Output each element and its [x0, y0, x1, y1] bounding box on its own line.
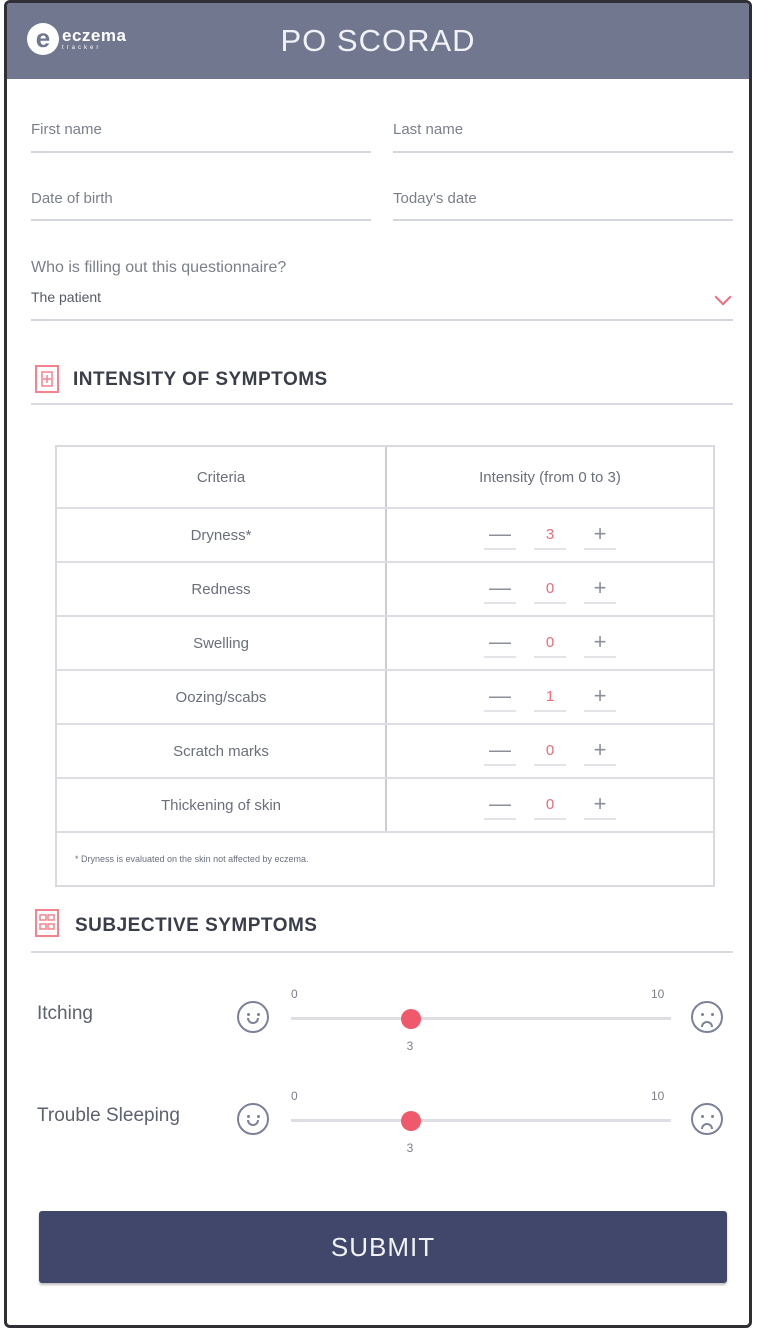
intensity-cell	[387, 671, 713, 723]
slider-max-label: 10	[651, 987, 665, 1001]
who-select-value: The patient	[31, 289, 102, 305]
grid-icon	[35, 909, 59, 937]
sad-face-icon	[691, 1103, 723, 1135]
intensity-value[interactable]: 0	[534, 574, 566, 604]
table-row	[57, 779, 713, 833]
logo-text: eczema	[62, 25, 127, 45]
intensity-value[interactable]: 0	[534, 790, 566, 820]
decrement-button[interactable]: —	[484, 736, 516, 766]
table-row	[57, 563, 713, 617]
increment-button[interactable]: +	[584, 628, 616, 658]
first-name-label: First name	[31, 121, 102, 138]
increment-button[interactable]: +	[584, 520, 616, 550]
intensity-cell	[387, 563, 713, 615]
app-header	[7, 3, 749, 79]
todays-date-field[interactable]	[393, 185, 733, 221]
chevron-down-icon	[715, 289, 732, 306]
intensity-stepper	[484, 520, 616, 550]
trouble-sleeping-slider-thumb[interactable]	[401, 1111, 421, 1131]
first-name-field[interactable]	[31, 115, 371, 153]
last-name-label: Last name	[393, 121, 464, 138]
trouble-sleeping-slider-track[interactable]	[291, 1119, 671, 1122]
sad-face-icon	[691, 1001, 723, 1033]
intensity-column-header: Intensity (from 0 to 3)	[479, 468, 621, 486]
trouble-sleeping-label: Trouble Sleeping	[37, 1105, 180, 1126]
happy-face-icon	[237, 1103, 269, 1135]
todays-date-label: Today's date	[393, 190, 477, 207]
table-header-row	[57, 447, 713, 509]
submit-button[interactable]: SUBMIT	[39, 1211, 727, 1283]
intensity-value[interactable]: 0	[534, 628, 566, 658]
itching-slider-track[interactable]	[291, 1017, 671, 1020]
itching-slider-thumb[interactable]	[401, 1009, 421, 1029]
increment-button[interactable]: +	[584, 736, 616, 766]
intensity-value[interactable]: 1	[534, 682, 566, 712]
decrement-button[interactable]: —	[484, 682, 516, 712]
criteria-cell: Oozing/scabs	[57, 671, 387, 723]
slider-max-label: 10	[651, 1089, 665, 1103]
table-footnote: * Dryness is evaluated on the skin not affected by eczema.	[75, 854, 309, 864]
app-frame	[4, 0, 752, 1328]
criteria-cell: Scratch marks	[57, 725, 387, 777]
table-row	[57, 617, 713, 671]
itching-label: Itching	[37, 1003, 93, 1024]
slider-min-label: 0	[291, 1089, 298, 1103]
table-row	[57, 509, 713, 563]
slider-min-label: 0	[291, 987, 298, 1001]
intensity-stepper	[484, 790, 616, 820]
increment-button[interactable]: +	[584, 682, 616, 712]
date-of-birth-label: Date of birth	[31, 190, 113, 207]
decrement-button[interactable]: —	[484, 790, 516, 820]
clipboard-icon	[35, 365, 59, 393]
section-divider	[31, 403, 733, 405]
subjective-section-title: SUBJECTIVE SYMPTOMS	[75, 915, 318, 936]
increment-button[interactable]: +	[584, 574, 616, 604]
trouble-sleeping-slider-value: 3	[406, 1141, 414, 1155]
intensity-value[interactable]: 0	[534, 736, 566, 766]
criteria-cell: Dryness*	[57, 509, 387, 561]
intensity-cell	[387, 509, 713, 561]
table-row	[57, 671, 713, 725]
page-title: PO SCORAD	[280, 23, 476, 58]
who-select-label: Who is filling out this questionnaire?	[31, 259, 287, 276]
intensity-stepper	[484, 628, 616, 658]
decrement-button[interactable]: —	[484, 520, 516, 550]
table-row	[57, 725, 713, 779]
intensity-cell	[387, 617, 713, 669]
intensity-table	[55, 445, 715, 887]
last-name-field[interactable]	[393, 115, 733, 153]
criteria-cell: Redness	[57, 563, 387, 615]
intensity-cell	[387, 779, 713, 831]
who-select[interactable]	[31, 285, 733, 321]
criteria-cell: Swelling	[57, 617, 387, 669]
itching-slider-value: 3	[406, 1039, 414, 1053]
intensity-stepper	[484, 736, 616, 766]
date-of-birth-field[interactable]	[31, 185, 371, 221]
decrement-button[interactable]: —	[484, 628, 516, 658]
criteria-cell: Thickening of skin	[57, 779, 387, 831]
logo-subtext: tracker	[62, 44, 102, 51]
intensity-stepper	[484, 574, 616, 604]
intensity-cell	[387, 725, 713, 777]
intensity-section-title: INTENSITY OF SYMPTOMS	[73, 369, 328, 390]
intensity-stepper	[484, 682, 616, 712]
increment-button[interactable]: +	[584, 790, 616, 820]
happy-face-icon	[237, 1001, 269, 1033]
section-divider	[31, 951, 733, 953]
logo-mark: e	[27, 23, 59, 55]
intensity-value[interactable]: 3	[534, 520, 566, 550]
decrement-button[interactable]: —	[484, 574, 516, 604]
criteria-column-header: Criteria	[57, 447, 387, 507]
